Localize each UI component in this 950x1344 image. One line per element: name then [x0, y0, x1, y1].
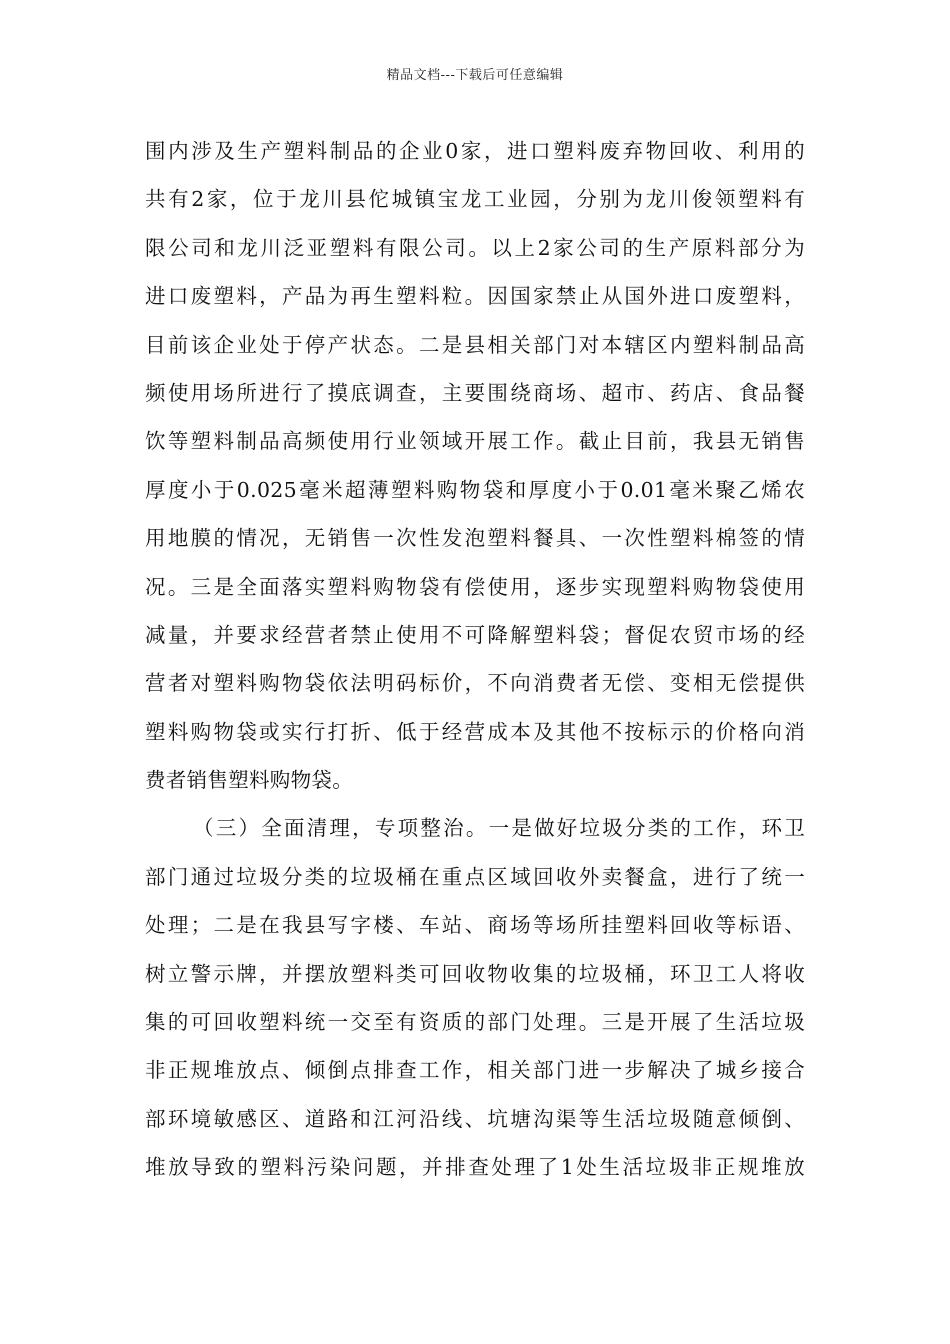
text-line: 减量，并要求经营者禁止使用不可降解塑料袋；督促农贸市场的经 — [145, 622, 805, 647]
text-line: 树立警示牌，并摆放塑料类可回收物收集的垃圾桶，环卫工人将收 — [145, 961, 805, 986]
text-line: 限公司和龙川泛亚塑料有限公司。以上2家公司的生产原料部分为 — [145, 235, 805, 260]
text-line: 塑料购物袋或实行打折、低于经营成本及其他不按标示的价格向消 — [145, 719, 805, 744]
text-line: 进口废塑料，产品为再生塑料粒。因国家禁止从国外进口废塑料， — [145, 284, 805, 309]
text-line: 饮等塑料制品高频使用行业领域开展工作。截止目前，我县无销售 — [145, 429, 805, 454]
text-line: 频使用场所进行了摸底调查，主要围绕商场、超市、药店、食品餐 — [145, 380, 805, 405]
text-line: 营者对塑料购物袋依法明码标价，不向消费者无偿、变相无偿提供 — [145, 671, 805, 696]
text-line: 非正规堆放点、倾倒点排查工作，相关部门进一步解决了城乡接合 — [145, 1058, 805, 1083]
text-line: 堆放导致的塑料污染问题，并排查处理了1处生活垃圾非正规堆放 — [145, 1155, 805, 1180]
text-line: 用地膜的情况，无销售一次性发泡塑料餐具、一次性塑料棉签的情 — [145, 526, 805, 551]
text-line: 费者销售塑料购物袋。 — [145, 768, 353, 793]
paragraph-start-line: （三）全面清理，专项整治。一是做好垃圾分类的工作，环卫 — [193, 816, 805, 841]
body-text — [145, 133, 805, 1198]
text-line: 部环境敏感区、道路和江河沿线、坑塘沟渠等生活垃圾随意倾倒、 — [145, 1106, 805, 1131]
text-line: 厚度小于0.025毫米超薄塑料购物袋和厚度小于0.01毫米聚乙烯农 — [145, 477, 805, 502]
text-line: 集的可回收塑料统一交至有资质的部门处理。三是开展了生活垃圾 — [145, 1010, 805, 1035]
text-line: 处理；二是在我县写字楼、车站、商场等场所挂塑料回收等标语、 — [145, 913, 805, 938]
text-line: 部门通过垃圾分类的垃圾桶在重点区域回收外卖餐盒，进行了统一 — [145, 864, 805, 889]
text-line: 况。三是全面落实塑料购物袋有偿使用，逐步实现塑料购物袋使用 — [145, 574, 805, 599]
text-line: 共有2家，位于龙川县佗城镇宝龙工业园，分别为龙川俊领塑料有 — [145, 187, 805, 212]
page-header: 精品文档---下载后可任意编辑 — [386, 68, 564, 83]
text-line: 围内涉及生产塑料制品的企业0家，进口塑料废弃物回收、利用的 — [145, 139, 805, 163]
text-line: 目前该企业处于停产状态。二是县相关部门对本辖区内塑料制品高 — [145, 332, 805, 357]
